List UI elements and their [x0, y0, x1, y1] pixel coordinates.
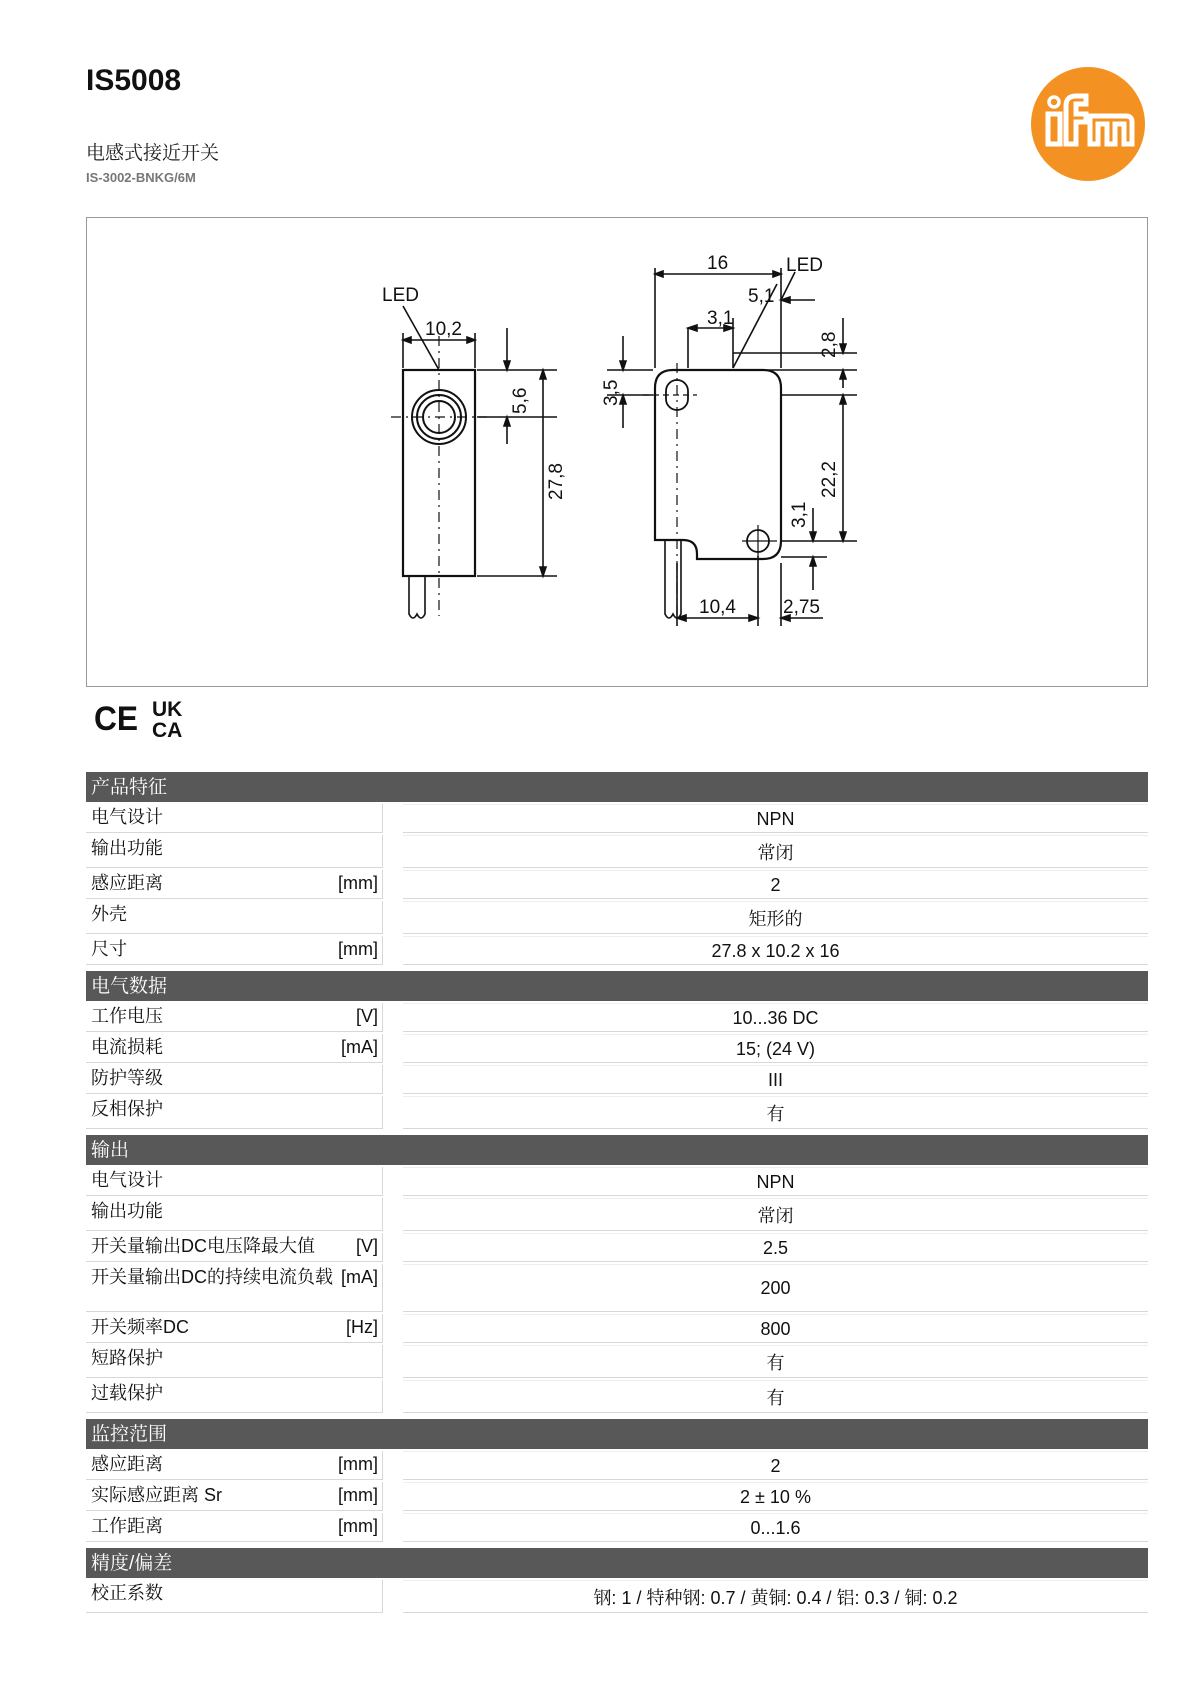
spec-value: 200	[403, 1264, 1148, 1312]
spec-label: 开关量输出DC的持续电流负载	[91, 1267, 333, 1287]
spec-label-cell	[86, 936, 383, 965]
spec-label-cell	[86, 1167, 383, 1196]
dim-27-8: 27,8	[546, 463, 567, 500]
dim-16: 16	[707, 253, 729, 274]
spec-label-cell	[86, 1198, 383, 1231]
spec-unit: [mm]	[338, 873, 378, 893]
spec-label-cell	[86, 1034, 383, 1063]
spec-unit: [mm]	[338, 1454, 378, 1474]
dim-3-1-top: 3,1	[707, 308, 734, 329]
right-view-labels	[601, 253, 840, 618]
spec-row	[86, 1345, 1148, 1378]
section-header: 监控范围	[86, 1419, 1148, 1449]
spec-label: 开关量输出DC电压降最大值	[91, 1236, 315, 1256]
spec-value: 有	[403, 1380, 1148, 1413]
spec-label-cell	[86, 1065, 383, 1094]
spec-label-cell	[86, 804, 383, 833]
spec-label: 电流损耗	[91, 1037, 163, 1057]
spec-value: 800	[403, 1314, 1148, 1343]
spec-row	[86, 1233, 1148, 1262]
spec-value: 常闭	[403, 835, 1148, 868]
spec-value: III	[403, 1065, 1148, 1094]
spec-row	[86, 1580, 1148, 1613]
dim-10-4: 10,4	[699, 597, 736, 618]
spec-label: 电气设计	[91, 1170, 163, 1190]
spec-label: 反相保护	[91, 1099, 163, 1119]
spec-value: 常闭	[403, 1198, 1148, 1231]
section-header: 电气数据	[86, 971, 1148, 1001]
spec-label: 尺寸	[91, 939, 127, 959]
left-view	[391, 306, 557, 618]
dim-10-2: 10,2	[425, 319, 462, 340]
spec-row	[86, 804, 1148, 833]
spec-label: 输出功能	[91, 1201, 163, 1221]
spec-label-cell	[86, 1380, 383, 1413]
spec-label: 开关频率DC	[91, 1317, 189, 1337]
spec-value: 2 ± 10 %	[403, 1482, 1148, 1511]
spec-label-cell	[86, 870, 383, 899]
spec-label: 工作电压	[91, 1006, 163, 1026]
spec-row	[86, 1264, 1148, 1312]
spec-value: 27.8 x 10.2 x 16	[403, 936, 1148, 965]
spec-value: 钢: 1 / 特种钢: 0.7 / 黄铜: 0.4 / 铝: 0.3 / 铜: 0.2	[403, 1580, 1148, 1613]
spec-row	[86, 1065, 1148, 1094]
spec-label-cell	[86, 1345, 383, 1378]
spec-row	[86, 1003, 1148, 1032]
spec-row	[86, 901, 1148, 934]
ukca-mark-bottom: CA	[152, 719, 183, 740]
spec-row	[86, 1096, 1148, 1129]
spec-label-cell	[86, 1314, 383, 1343]
spec-label: 校正系数	[91, 1583, 163, 1603]
spec-row	[86, 1314, 1148, 1343]
spec-value: 有	[403, 1345, 1148, 1378]
spec-label-cell	[86, 1580, 383, 1613]
spec-label: 过载保护	[91, 1383, 163, 1403]
section-header: 产品特征	[86, 772, 1148, 802]
spec-unit: [mm]	[338, 939, 378, 959]
spec-label-cell	[86, 1003, 383, 1032]
spec-row	[86, 1482, 1148, 1511]
dim-2-8: 2,8	[819, 331, 840, 358]
certification-marks	[94, 696, 204, 740]
spec-value: 2	[403, 870, 1148, 899]
spec-table	[86, 772, 1148, 1613]
spec-row	[86, 936, 1148, 965]
spec-label-cell	[86, 1264, 383, 1312]
spec-row	[86, 1198, 1148, 1231]
spec-label: 防护等级	[91, 1068, 163, 1088]
spec-label-cell	[86, 835, 383, 868]
spec-unit: [mA]	[340, 1037, 378, 1057]
dimension-drawing	[86, 217, 1148, 687]
dim-3-1-side: 3,1	[789, 501, 810, 528]
spec-unit: [V]	[355, 1236, 378, 1256]
spec-value: 10...36 DC	[403, 1003, 1148, 1032]
spec-unit: [mm]	[338, 1516, 378, 1536]
spec-value: NPN	[403, 804, 1148, 833]
spec-value: 15; (24 V)	[403, 1034, 1148, 1063]
spec-label: 外壳	[91, 904, 127, 924]
section-header: 输出	[86, 1135, 1148, 1165]
spec-label: 工作距离	[91, 1516, 163, 1536]
product-code: IS-3002-BNKG/6M	[86, 170, 196, 185]
spec-label: 短路保护	[91, 1348, 163, 1368]
ce-mark: CE	[94, 700, 138, 738]
spec-label-cell	[86, 1096, 383, 1129]
spec-row	[86, 1380, 1148, 1413]
dim-22-2: 22,2	[819, 461, 840, 498]
spec-label: 实际感应距离 Sr	[91, 1485, 223, 1505]
product-title: IS5008	[86, 64, 182, 97]
spec-value: 有	[403, 1096, 1148, 1129]
dim-2-75: 2,75	[783, 597, 820, 618]
spec-value: 2	[403, 1451, 1148, 1480]
ifm-logo	[1030, 66, 1146, 182]
spec-unit: [mm]	[338, 1485, 378, 1505]
spec-value: 矩形的	[403, 901, 1148, 934]
ukca-mark-top: UK	[152, 698, 183, 721]
spec-label: 电气设计	[91, 807, 163, 827]
spec-label-cell	[86, 1233, 383, 1262]
spec-unit: [V]	[355, 1006, 378, 1026]
dim-5-6: 5,6	[510, 387, 531, 414]
dim-5-1: 5,1	[748, 286, 775, 307]
spec-row	[86, 835, 1148, 868]
spec-label-cell	[86, 1451, 383, 1480]
product-subtitle: 电感式接近开关	[86, 143, 220, 164]
spec-value: 0...1.6	[403, 1513, 1148, 1542]
spec-row	[86, 1167, 1148, 1196]
section-header: 精度/偏差	[86, 1548, 1148, 1578]
spec-unit: [mA]	[340, 1267, 378, 1287]
spec-label-cell	[86, 1482, 383, 1511]
left-led-label: LED	[382, 285, 419, 306]
right-led-label: LED	[786, 255, 823, 276]
spec-unit: [Hz]	[345, 1317, 378, 1337]
spec-row	[86, 1451, 1148, 1480]
spec-label-cell	[86, 901, 383, 934]
spec-row	[86, 870, 1148, 899]
spec-label: 感应距离	[91, 873, 163, 893]
spec-value: 2.5	[403, 1233, 1148, 1262]
spec-value: NPN	[403, 1167, 1148, 1196]
spec-row	[86, 1034, 1148, 1063]
spec-label: 感应距离	[91, 1454, 163, 1474]
spec-label: 输出功能	[91, 838, 163, 858]
dim-3-5: 3,5	[601, 379, 622, 406]
spec-label-cell	[86, 1513, 383, 1542]
spec-row	[86, 1513, 1148, 1542]
